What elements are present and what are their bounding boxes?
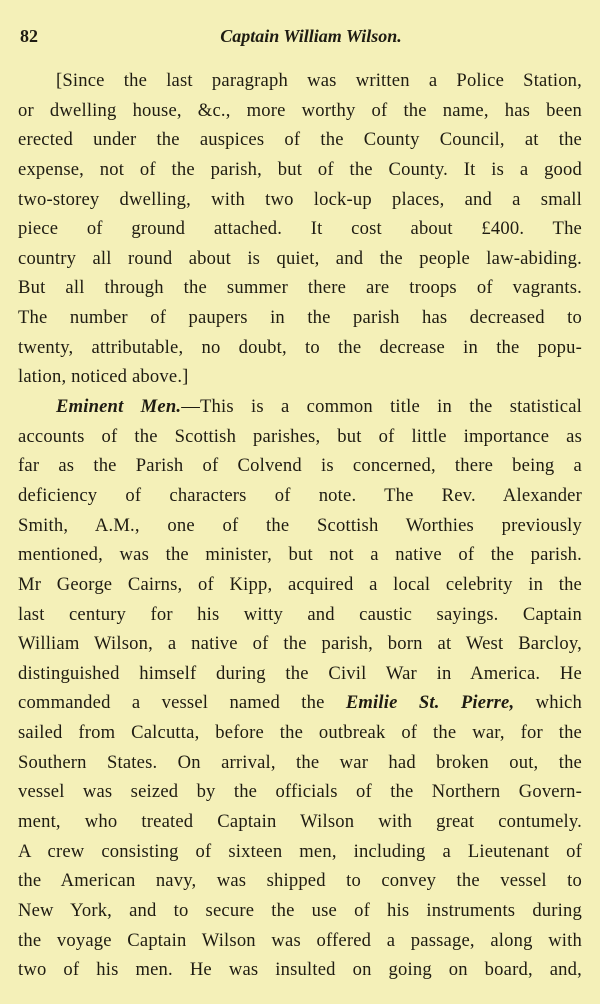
text-run: which [514, 692, 582, 714]
running-head [18, 24, 580, 48]
text-line: the American navy, was shipped to convey the vessel to [18, 870, 582, 892]
text-line: A crew consisting of sixteen men, including a Lieutenant of [18, 840, 582, 862]
text-line: ment, who treated Captain Wilson with great contumely. [18, 811, 582, 833]
page-number: 82 [20, 26, 38, 46]
text-line: But all through the summer there are troops of vagrants. [18, 277, 582, 299]
text-line: or dwelling house, &c., more worthy of the name, has been [18, 99, 582, 121]
text-line: erected under the auspices of the County Council, at the [18, 129, 582, 151]
running-title: Captain William Wilson. [220, 26, 402, 46]
text-line: two of his men. He was insulted on going on board, and, [18, 959, 582, 981]
text-line: vessel was seized by the officials of the Northern Govern- [18, 781, 582, 803]
text-line: expense, not of the parish, but of the County. It is a good [18, 158, 582, 180]
ship-name: Emilie St. Pierre, [345, 692, 515, 714]
text-run: commanded a vessel named the [18, 692, 346, 714]
text-run: —This is a common title in the statistical [181, 396, 582, 418]
text-line: Southern States. On arrival, the war had broken out, the [18, 751, 582, 773]
text-line: Smith, A.M., one of the Scottish Worthies previously [18, 514, 582, 536]
text-line: last century for his witty and caustic sayings. Captain [18, 603, 582, 625]
text-line: The number of paupers in the parish has decreased to [18, 307, 582, 329]
text-line: twenty, attributable, no doubt, to the decrease in the popu- [18, 336, 582, 358]
text-line: mentioned, was the minister, but not a native of the parish. [18, 544, 582, 566]
text-line: William Wilson, a native of the parish, born at West Barcloy, [18, 633, 582, 655]
text-line: deficiency of characters of note. The Rev. Alexander [18, 484, 582, 506]
text-line: accounts of the Scottish parishes, but of little importance as [18, 425, 582, 447]
text-line: piece of ground attached. It cost about £400. The [18, 218, 582, 240]
text-line: distinguished himself during the Civil War in America. He [18, 662, 582, 684]
text-line: far as the Parish of Colvend is concerned, there being a [18, 455, 582, 477]
text-line: Mr George Cairns, of Kipp, acquired a local celebrity in the [18, 573, 582, 595]
text-line: the voyage Captain Wilson was offered a passage, along with [18, 929, 582, 951]
section-heading: Eminent Men. [56, 396, 182, 418]
text-line: two-storey dwelling, with two lock-up places, and a small [18, 188, 582, 210]
body-text [18, 66, 582, 985]
text-line [18, 392, 582, 422]
text-line [18, 688, 582, 718]
text-line: lation, noticed above.] [18, 366, 189, 388]
text-line: New York, and to secure the use of his instruments during [18, 899, 582, 921]
text-line: country all round about is quiet, and the people law-abiding. [18, 247, 582, 269]
text-line: [Since the last paragraph was written a Police Station, [56, 70, 582, 91]
text-line: sailed from Calcutta, before the outbreak of the war, for the [18, 722, 582, 744]
